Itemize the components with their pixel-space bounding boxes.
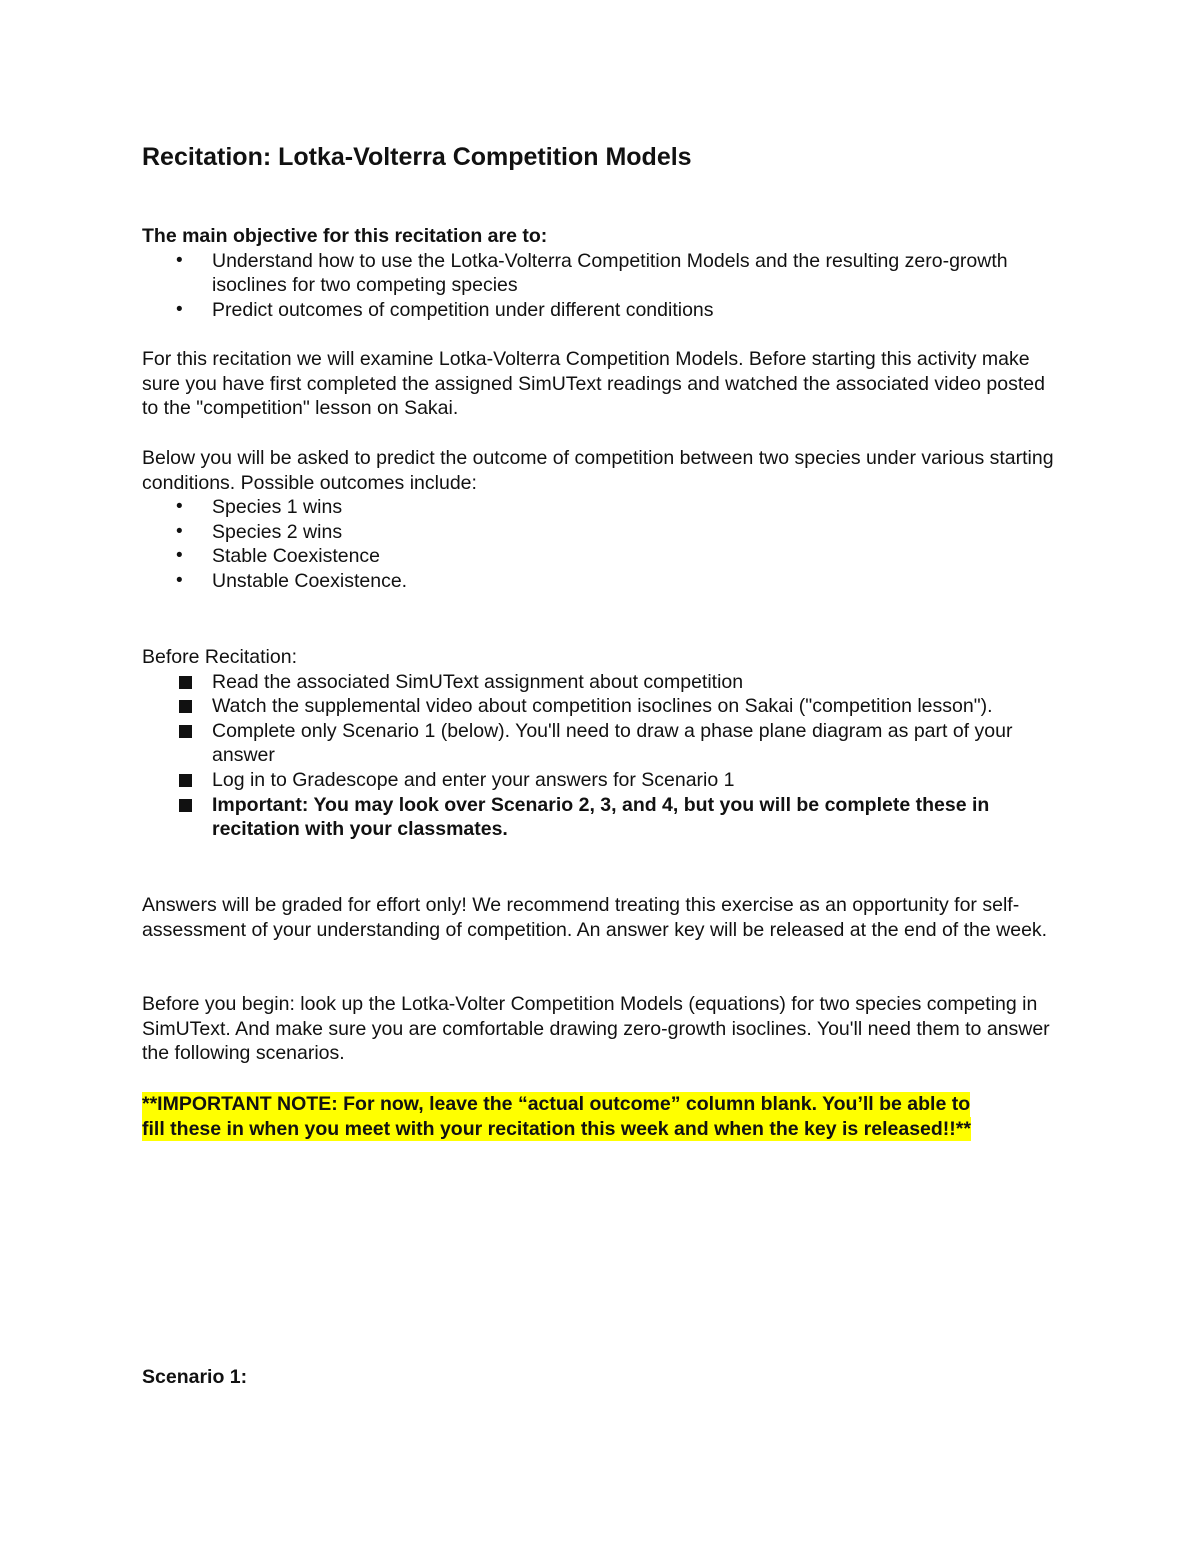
list-item bbox=[142, 670, 1062, 695]
square-bullet-icon bbox=[179, 774, 192, 787]
bullet-dot-icon: • bbox=[176, 496, 183, 518]
grading-paragraph: Answers will be graded for effort only! We recommend treating this exercise as an opportunity for self-assessment of your understanding of competition. An answer key will be released at the end of the week. bbox=[142, 894, 1048, 941]
square-bullet-icon bbox=[179, 676, 192, 689]
intro-section bbox=[142, 347, 1062, 421]
list-item bbox=[142, 544, 1062, 569]
list-item-text: Read the associated SimUText assignment about competition bbox=[212, 670, 744, 693]
list-item bbox=[142, 298, 1062, 323]
before-begin-section bbox=[142, 992, 1062, 1066]
list-item-text: Complete only Scenario 1 (below). You'll need to draw a phase plane diagram as part of your answer bbox=[212, 719, 1013, 767]
list-item bbox=[142, 520, 1062, 545]
list-item bbox=[142, 495, 1062, 520]
objectives-section bbox=[142, 224, 1062, 322]
bullet-dot-icon: • bbox=[176, 298, 183, 320]
list-item-text: Species 1 wins bbox=[212, 496, 343, 519]
list-item-text: Important: You may look over Scenario 2, 3, and 4, but you will be complete these in recitation with your classmates. bbox=[212, 793, 990, 841]
outcomes-list bbox=[142, 495, 1062, 593]
important-note-line-1: **IMPORTANT NOTE: For now, leave the “actual outcome” column blank. You’ll be able to bbox=[142, 1093, 971, 1115]
document-title: Recitation: Lotka-Volterra Competition Models bbox=[142, 143, 692, 171]
before-recitation-section bbox=[142, 645, 1062, 842]
important-note-section bbox=[142, 1092, 1072, 1141]
before-begin-paragraph: Before you begin: look up the Lotka-Volter Competition Models (equations) for two species competing in SimUText. And make sure you are comfortable drawing zero-growth isoclines. You'll need them to answer the following scenarios. bbox=[142, 993, 1050, 1065]
scenario-section bbox=[142, 1365, 1062, 1390]
list-item-text: Understand how to use the Lotka-Volterra Competition Models and the resulting zero-growth isoclines for two competing species bbox=[212, 249, 1008, 297]
bullet-dot-icon: • bbox=[176, 569, 183, 591]
intro-paragraph: For this recitation we will examine Lotka-Volterra Competition Models. Before starting this activity make sure you have first completed the assigned SimUText readings and watched the associated video posted to the "competition" lesson on Sakai. bbox=[142, 348, 1045, 420]
outcomes-intro: Below you will be asked to predict the outcome of competition between two species under various starting conditions. Possible outcomes include: bbox=[142, 447, 1054, 494]
objectives-list bbox=[142, 249, 1062, 323]
outcomes-section bbox=[142, 446, 1062, 594]
list-item-text: Stable Coexistence bbox=[212, 545, 381, 568]
before-recitation-heading: Before Recitation: bbox=[142, 646, 298, 668]
list-item-important bbox=[142, 793, 1062, 842]
important-note-line-2: fill these in when you meet with your recitation this week and when the key is released!!** bbox=[142, 1117, 971, 1140]
list-item bbox=[142, 719, 1062, 768]
scenario-heading: Scenario 1: bbox=[142, 1366, 248, 1388]
bullet-dot-icon: • bbox=[176, 545, 183, 567]
list-item-text: Unstable Coexistence. bbox=[212, 569, 408, 592]
square-bullet-icon bbox=[179, 700, 192, 713]
grading-section bbox=[142, 893, 1062, 942]
objectives-heading: The main objective for this recitation are to: bbox=[142, 225, 548, 247]
before-recitation-list bbox=[142, 670, 1062, 842]
square-bullet-icon bbox=[179, 725, 192, 738]
list-item bbox=[142, 569, 1062, 594]
list-item bbox=[142, 249, 1062, 298]
bullet-dot-icon: • bbox=[176, 249, 183, 271]
list-item-text: Log in to Gradescope and enter your answers for Scenario 1 bbox=[212, 768, 735, 791]
list-item-text: Predict outcomes of competition under different conditions bbox=[212, 298, 714, 321]
list-item-text: Species 2 wins bbox=[212, 520, 343, 543]
list-item-text: Watch the supplemental video about competition isoclines on Sakai ("competition lesson"). bbox=[212, 695, 993, 718]
bullet-dot-icon: • bbox=[176, 520, 183, 542]
list-item bbox=[142, 768, 1062, 793]
list-item bbox=[142, 694, 1062, 719]
square-bullet-icon bbox=[179, 799, 192, 812]
